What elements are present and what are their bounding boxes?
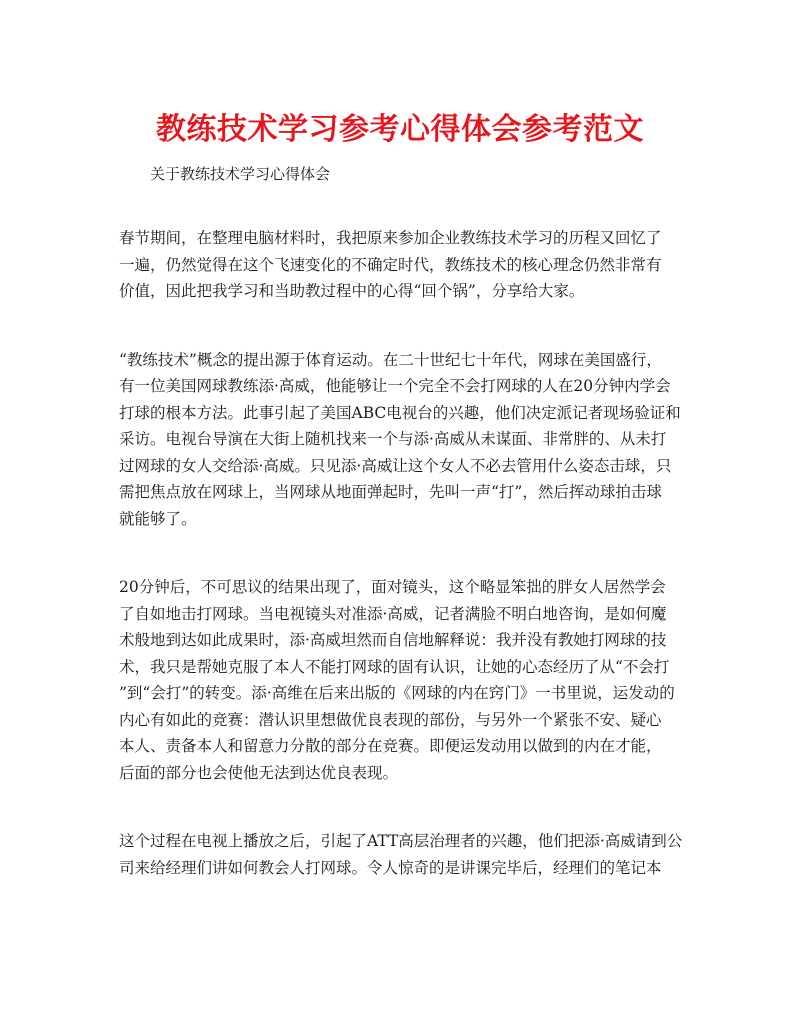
text-line: 有一位美国网球教练添·高威，他能够让一个完全不会打网球的人在20分钟内学会 <box>119 377 671 395</box>
text-line: 打球的根本方法。此事引起了美国ABC电视台的兴趣，他们决定派记者现场验证和 <box>119 403 681 422</box>
text-line: 这个过程在电视上播放之后，引起了ATT高层治理者的兴趣，他们把添·高威请到公 <box>119 832 683 850</box>
paragraph <box>119 347 681 533</box>
text-line: 一遍，仍然觉得在这个飞速变化的不确定时代，教练技术的核心理念仍然非常有 <box>119 255 662 274</box>
paragraph <box>119 828 681 881</box>
text-line: 过网球的女人交给添·高威。只见添·高威让这个女人不必去管用什么姿态击球，只 <box>119 456 672 475</box>
text-line: 需把焦点放在网球上，当网球从地面弹起时，先叫一声“打”，然后挥动球拍击球 <box>119 483 662 501</box>
text-line: 了自如地击打网球。当电视镜头对准添·高威，记者满脸不明白地咨询，是如何魔 <box>119 604 667 623</box>
text-line: 20分钟后，不可思议的结果出现了，面对镜头，这个略显笨拙的胖女人居然学会 <box>119 578 666 596</box>
text-line: 采访。电视台导演在大街上随机找来一个与添·高威从未谋面、非常胖的、从未打 <box>119 430 667 448</box>
text-line: “教练技术”概念的提出源于体育运动。在二十世纪七十年代，网球在美国盛行， <box>119 350 662 369</box>
text-line: 春节期间，在整理电脑材料时，我把原来参加企业教练技术学习的历程又回忆了 <box>119 229 662 247</box>
document-subtitle: 关于教练技术学习心得体会 <box>150 165 331 183</box>
document-title: 教练技术学习参考心得体会参考范文 <box>156 112 644 147</box>
text-line: 术，我只是帮她克服了本人不能打网球的固有认识，让她的心态经历了从“不会打 <box>119 657 670 676</box>
paragraph <box>119 574 681 786</box>
text-line: 术般地到达如此成果时，添·高威坦然而自信地解释说：我并没有教她打网球的技 <box>119 631 667 649</box>
text-line: 内心有如此的竞赛：潜认识里想做优良表现的部份，与另外一个紧张不安、疑心 <box>119 710 662 729</box>
text-line: 司来给经理们讲如何教会人打网球。令人惊奇的是讲课完毕后，经理们的笔记本 <box>119 858 662 877</box>
text-line: 本人、责备本人和留意力分散的部分在竞赛。即便运发动用以做到的内在才能， <box>119 737 662 755</box>
paragraph <box>119 225 681 305</box>
text-line: 后面的部分也会使他无法到达优良表现。 <box>119 763 399 782</box>
text-line: 价值，因此把我学习和当助教过程中的心得“回个锅”，分享给大家。 <box>119 282 585 300</box>
text-line: ”到“会打”的转变。添·高维在后来出版的《网球的内在窍门》一书里说，运发动的 <box>119 684 675 702</box>
text-line: 就能够了。 <box>119 509 197 528</box>
document-body <box>119 225 681 923</box>
